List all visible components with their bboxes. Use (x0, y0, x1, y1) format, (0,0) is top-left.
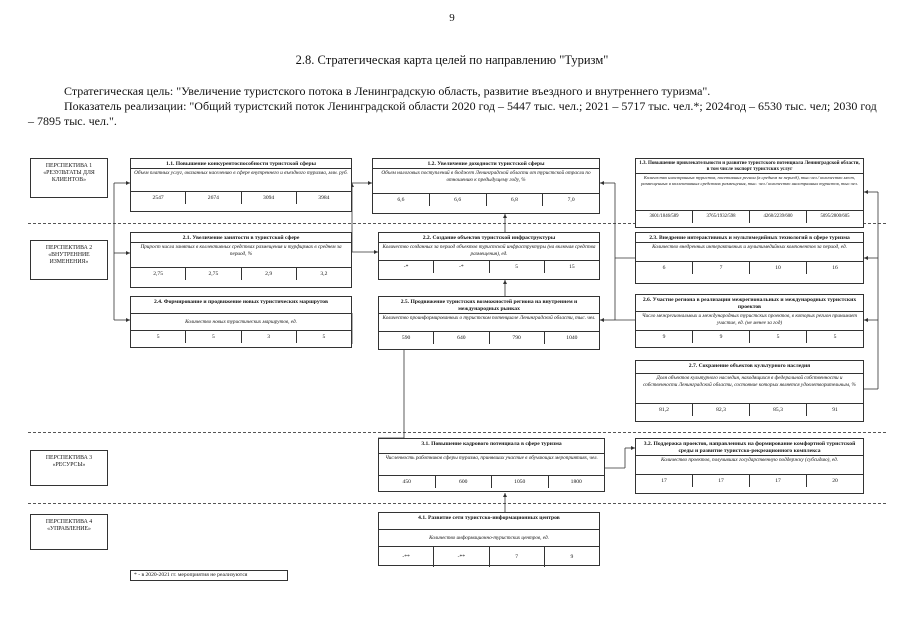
value-cell: 7 (693, 262, 750, 274)
goal-title: 2.6. Участие региона в реализации межрегиональных и международных туристских проектов (636, 295, 863, 312)
value-cell: 7,0 (567, 197, 575, 203)
value-cell: 5 (322, 334, 326, 340)
value-cell: 450 (379, 476, 436, 488)
goal-2-3 (635, 232, 864, 284)
value-cell: 20 (832, 478, 838, 484)
goal-1-3 (635, 158, 864, 228)
goal-title: 3.2. Поддержка проектов, направленных на формирование комфортной туристской среды и развитие туристско-рекреационного комплекса (636, 439, 863, 456)
goal-title: 4.1. Развитие сети туристско-информационных центров (379, 513, 599, 530)
value-cell: 2674 (186, 192, 241, 204)
goal-title: 1.1. Повышение конкурентоспособности туристской сферы (131, 159, 351, 169)
value-cell: 5 (833, 334, 837, 340)
value-cell: 3,2 (320, 271, 328, 277)
goal-values (636, 475, 863, 487)
value-cell: 2,75 (186, 268, 241, 280)
goal-2-7 (635, 360, 864, 422)
value-cell: 6,6 (373, 194, 430, 206)
value-cell: 9 (570, 554, 574, 560)
goal-values (131, 268, 351, 280)
value-cell: 3094 (242, 192, 297, 204)
goal-desc: Количество проектов, получивших государственную поддержку (субсидию), ед. (636, 456, 863, 475)
goal-values (373, 194, 599, 206)
goal-values (636, 331, 863, 343)
value-cell: -* (379, 261, 434, 273)
value-cell: 790 (490, 332, 545, 344)
indicator: Показатель реализации: "Общий туристский поток Ленинградской области 2020 год – 5447 тыс. чел.; 2021 – 5717 тыс. чел.*; 2024год – 6530 тыс. чел; 2030 год – 7895 тыс. чел.". (28, 99, 877, 128)
goal-title: 2.1. Увеличение занятости в туристской сфере (131, 233, 351, 243)
goal-title: 3.1. Повышение кадрового потенциала в сфере туризма (379, 439, 604, 454)
value-cell: 9 (693, 331, 750, 343)
goal-desc: Количество проинформированных о туристском потенциале Ленинградской области, тыс. чел. (379, 314, 599, 332)
goal-values (379, 332, 599, 344)
value-cell: 5095/2800/605 (820, 214, 850, 219)
goal-2-6 (635, 294, 864, 348)
goal-2-1 (130, 232, 352, 288)
goal-desc: Количество иностранных туристов, посетивших регион (в среднем за период), тыс.чел./ количество мест, размещенных в коллективных средствах размещения, тыс. чел./ количество иностранных туристов, тыс.чел. (636, 174, 863, 211)
value-cell: 2547 (131, 192, 186, 204)
goal-title: 2.2. Создание объектов туристской инфраструктуры (379, 233, 599, 243)
value-cell: 6,6 (430, 194, 487, 206)
goal-3-1 (378, 438, 605, 492)
value-cell: 17 (750, 475, 807, 487)
goal-values (379, 547, 599, 567)
goal-2-2 (378, 232, 600, 280)
goal-title: 1.2. Увеличение доходности туристской сферы (373, 159, 599, 169)
goal-2-4 (130, 296, 352, 348)
value-cell: -** (434, 547, 489, 567)
goal-desc: Количество информационно-туристских центров, ед. (379, 530, 599, 547)
goal-title: 1.3. Повышение привлекательности и развитие туристского потенциала Ленинградской области, в том числе экспорт туристских услуг (636, 159, 863, 174)
goal-title: 2.4. Формирование и продвижение новых туристических маршрутов (131, 297, 351, 314)
value-cell: -** (379, 547, 434, 567)
footnote: * - в 2020-2021 гг. мероприятия не реализуются (130, 570, 288, 581)
value-cell: 3 (242, 331, 297, 343)
goal-desc: Число межрегиональных и международных туристских проектов, в которых регион принимает участие, ед. (не менее за год) (636, 312, 863, 331)
goal-title: 2.7. Сохранение объектов культурного наследия (636, 361, 863, 374)
strategic-goal: Стратегическая цель: "Увеличение туристского потока в Ленинградскую область, развитие въездного и внутреннего туризма". (64, 84, 711, 98)
value-cell: 17 (636, 475, 693, 487)
value-cell: 1040 (566, 335, 578, 341)
value-cell: 590 (379, 332, 434, 344)
goal-values (636, 262, 863, 274)
goal-title: 2.3. Внедрение интерактивных и мультимедийных технологий в сфере туризма (636, 233, 863, 243)
goal-1-1 (130, 158, 352, 212)
value-cell: 9 (636, 331, 693, 343)
goal-2-5 (378, 296, 600, 350)
value-cell: -* (434, 261, 489, 273)
value-cell: 600 (436, 476, 493, 488)
value-cell: 640 (434, 332, 489, 344)
goal-desc: Доля объектов культурного наследия, находящихся в федеральной собственности и собственности Ленинградской области, состояние которых является удовлетворительным, % (636, 374, 863, 404)
goal-values (636, 404, 863, 416)
perspective-4: ПЕРСПЕКТИВА 4 «УПРАВЛЕНИЕ» (30, 514, 108, 550)
value-cell: 6,8 (487, 194, 544, 206)
perspective-3: ПЕРСПЕКТИВА 3 «РЕСУРСЫ» (30, 450, 108, 486)
goal-desc: Прирост числа занятых в коллективных средствах размещения и турфирмах в среднем за период, % (131, 243, 351, 268)
value-cell: 5 (186, 331, 241, 343)
goal-desc: Объем платных услуг, оказанных населению в сфере внутреннего и въездного туризма, млн. руб. (131, 169, 351, 192)
goal-desc: Количество внедренных интерактивных и мультимедийных компонентов за период, ед. (636, 243, 863, 262)
value-cell: 5 (131, 331, 186, 343)
goal-values (379, 476, 604, 488)
value-cell: 15 (569, 264, 575, 270)
perspective-1: ПЕРСПЕКТИВА 1 «РЕЗУЛЬТАТЫ ДЛЯ КЛИЕНТОВ» (30, 158, 108, 198)
value-cell: 6 (636, 262, 693, 274)
goal-values (636, 211, 863, 223)
goal-desc: Численность работников сферы туризма, принявших участие в обучающих мероприятиях, чел. (379, 454, 604, 476)
value-cell: 91 (832, 407, 838, 413)
goal-desc: Объем налоговых поступлений в бюджет Ленинградской области от туристской отрасли по отношению к предыдущему году, % (373, 169, 599, 194)
value-cell: 1050 (492, 476, 549, 488)
value-cell: 81,2 (636, 404, 693, 416)
value-cell: 5 (490, 261, 545, 273)
value-cell: 16 (832, 265, 838, 271)
goal-values (131, 192, 351, 204)
value-cell: 3984 (318, 195, 330, 201)
goal-desc: Количество новых туристических маршрутов, ед. (131, 314, 351, 331)
value-cell: 1800 (570, 479, 582, 485)
value-cell: 2,75 (131, 268, 186, 280)
goal-desc: Количество созданных за период объектов туристской инфраструктуры (на включая средства размещения), ед. (379, 243, 599, 261)
value-cell: 17 (693, 475, 750, 487)
perspective-2: ПЕРСПЕКТИВА 2 «ВНУТРЕННИЕ ИЗМЕНЕНИЯ» (30, 240, 108, 280)
page-number: 9 (449, 12, 455, 24)
goal-title: 2.5. Продвижение туристских возможностей региона на внутреннем и международных рынках (379, 297, 599, 314)
goal-1-2 (372, 158, 600, 214)
goal-3-2 (635, 438, 864, 494)
value-cell: 10 (750, 262, 807, 274)
value-cell: 3765/1932/598 (693, 211, 750, 223)
goal-4-1 (378, 512, 600, 566)
value-cell: 7 (490, 547, 545, 567)
goal-values (379, 261, 599, 273)
value-cell: 82,3 (693, 404, 750, 416)
value-cell: 5 (750, 331, 807, 343)
value-cell: 2,9 (242, 268, 297, 280)
goal-values (131, 331, 351, 343)
value-cell: 85,3 (750, 404, 807, 416)
page-heading: 2.8. Стратегическая карта целей по направлению "Туризм" (295, 53, 609, 67)
value-cell: 4268/2239/600 (750, 211, 807, 223)
value-cell: 3601/1846/589 (636, 211, 693, 223)
